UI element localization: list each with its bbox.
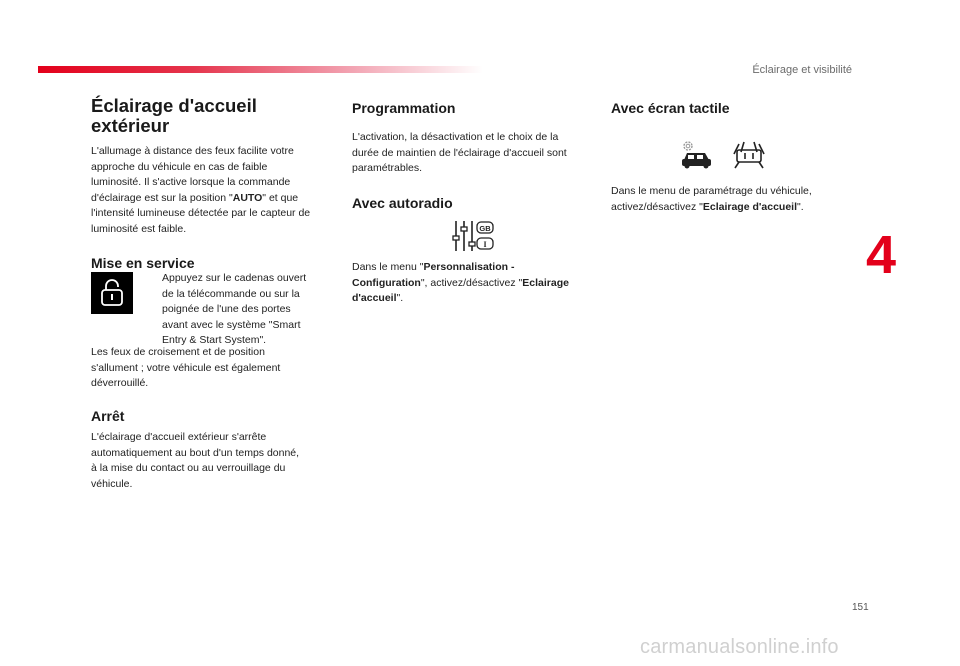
column-touchscreen [611,96,851,116]
programmation-line: L'activation, la désactivation et le choix de la [352,131,559,143]
intro-line: luminosité est faible. [91,222,187,235]
menu-eclairage-accueil: Eclairage d'accueil [702,200,797,213]
autoradio-paragraph [352,260,597,307]
autoradio-heading: Avec autoradio [352,194,453,211]
main-title-line1: Éclairage d'accueil [91,95,257,116]
mise-en-service-heading: Mise en service [91,255,195,271]
intro-line: " et que [262,191,299,204]
bullet-line: Appuyez sur le cadenas ouvert [162,272,307,284]
touchscreen-line: ". [797,200,804,213]
bullet-line: Entry & Start System". [162,334,267,346]
arret-line: véhicule. [91,477,133,490]
result-line: déverrouillé. [91,377,149,389]
chapter-number: 4 [866,225,897,285]
autoradio-text: Dans le menu " [352,261,424,273]
intro-line: l'intensité lumineuse détectée par le capteur de [91,207,311,219]
info-badge: I [483,240,487,249]
intro-line: L'allumage à distance des feux facilite votre [91,145,294,157]
settings-sliders-icon [450,218,495,254]
header-accent-bar [38,66,483,73]
arret-paragraph [91,430,341,492]
bullet-line: poignée de l'une des portes [162,303,291,315]
menu-personnalisation: Personnalisation - [423,261,515,273]
auto-keyword: AUTO [232,191,263,204]
programmation-line: durée de maintien de l'éclairage d'accueil sont [352,146,567,159]
result-line: Les feux de croisement et de position [91,346,265,358]
touchscreen-paragraph [611,184,861,215]
arret-line: automatiquement au bout d'un temps donné, [91,446,300,459]
arret-heading: Arrêt [91,408,125,424]
column-exterior-lighting [91,96,336,271]
touchscreen-line: Dans le menu de paramétrage du véhicule, [611,185,812,197]
main-title-line2: extérieur [91,115,170,136]
intro-line: d'éclairage est sur la position " [91,191,233,204]
watermark: carmanualsonline.info [640,636,839,658]
bullet-line: avant avec le système "Smart [162,318,301,331]
intro-line: luminosité. Il s'active lorsque la commande [91,176,291,188]
arret-line: L'éclairage d'accueil extérieur s'arrête [91,431,267,443]
touchscreen-heading: Avec écran tactile [611,100,730,116]
main-title [91,96,336,136]
intro-line: approche du véhicule en cas de faible [91,160,268,173]
page-number: 151 [852,602,869,613]
intro-paragraph [91,144,336,237]
autoradio-text: ". [396,292,404,304]
padlock-open-icon [91,272,133,314]
programmation-line: paramétrables. [352,162,423,174]
touchscreen-line: activez/désactivez " [611,200,703,213]
autoradio-text: ", activez/désactivez " [420,276,523,289]
arret-line: à la mise du contact ou au verrouillage du [91,462,286,474]
bullet-line: de la télécommande ou sur la [162,287,300,300]
programmation-heading: Programmation [352,100,456,116]
welcome-lighting-icon [731,138,767,170]
menu-configuration: Configuration [352,276,421,289]
gb-badge: GB [479,224,491,233]
mise-en-service-bullet [143,271,343,349]
menu-eclairage: Eclairage [522,276,569,289]
programmation-paragraph [352,130,592,177]
result-line: s'allument ; votre véhicule est également [91,361,281,374]
mise-en-service-result [91,345,341,392]
menu-accueil: d'accueil [352,292,397,304]
column-programmation [352,96,592,211]
car-settings-icon [678,138,714,170]
section-title: Éclairage et visibilité [752,64,852,76]
